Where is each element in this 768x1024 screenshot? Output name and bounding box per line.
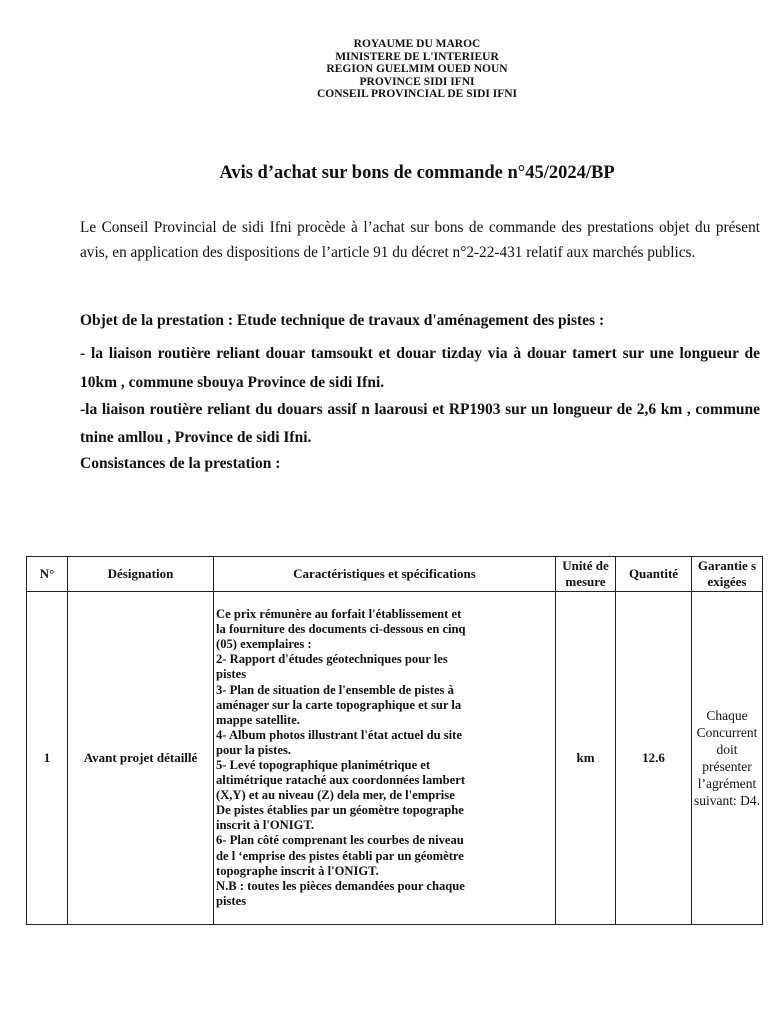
header-quantity: Quantité	[616, 557, 692, 592]
header-num: N°	[27, 557, 68, 592]
header-designation: Désignation	[68, 557, 214, 592]
route-item-2: -la liaison routière reliant du douars assif n laarousi et RP1903 sur un longueur de 2,6 km , commune tnine amllou , Province de sidi Ifni.	[80, 401, 760, 446]
row-num: 1	[27, 592, 68, 925]
row-specs	[214, 592, 556, 925]
row-designation: Avant projet détaillé	[68, 592, 214, 925]
spec-line: pistes	[216, 667, 247, 682]
spec-line: N.B : toutes les pièces demandées pour chaque	[216, 878, 465, 893]
spec-line: pistes	[216, 893, 247, 908]
consistances-heading: Consistances de la prestation :	[80, 455, 281, 472]
header-line: ROYAUME DU MAROC	[353, 38, 481, 50]
spec-line: 2- Rapport d'études géotechniques pour les	[216, 652, 448, 667]
header-line: REGION GUELMIM OUED NOUN	[326, 63, 508, 76]
spec-line: De pistes établies par un géomètre topographe	[216, 803, 464, 818]
table-row	[27, 592, 763, 925]
spec-line: (05) exemplaires :	[216, 637, 312, 652]
spec-line: altimétrique rataché aux coordonnées lambert	[216, 773, 466, 788]
spec-line: 5- Levé topographique planimétrique et	[216, 758, 431, 772]
spec-line: 6- Plan côté comprenant les courbes de niveau	[216, 833, 464, 848]
header-line: CONSEIL PROVINCIAL DE SIDI IFNI	[316, 88, 518, 101]
spec-line: topographe inscrit à l'ONIGT.	[216, 863, 379, 878]
spec-line: de l ‘emprise des pistes établi par un géomètre	[216, 848, 464, 863]
row-unit: km	[556, 592, 616, 925]
spec-line: 3- Plan de situation de l'ensemble de pistes à	[216, 682, 454, 697]
spec-line: (X,Y) et au niveau (Z) dela mer, de l'emprise	[216, 788, 455, 803]
route-item-1: - la liaison routière reliant douar tamsoukt et douar tizday via à douar tamert sur une longueur de 10km , commune sbouya Province de sidi Ifni.	[80, 345, 760, 391]
table-header-row	[27, 557, 763, 592]
spec-line: la fourniture des documents ci-dessous en cinq	[216, 622, 466, 637]
letterhead	[0, 38, 768, 101]
spec-line: aménager sur la carte topographique et sur la	[216, 697, 462, 712]
spec-line: 4- Album photos illustrant l'état actuel du site	[216, 727, 462, 742]
spec-line: Ce prix rémunère au forfait l'établissement et	[216, 607, 462, 622]
row-guarantee: Chaque Concurrent doit présenter l’agrément suivant: D4.	[692, 592, 763, 925]
document-title: Avis d’achat sur bons de commande n°45/2024/BP	[219, 163, 615, 183]
intro-paragraph: Le Conseil Provincial de sidi Ifni procède à l’achat sur bons de commande des prestations objet du présent avis, en application des dispositions de l’article 91 du décret n°2-22-431 relatif aux marchés publics.	[80, 219, 760, 261]
specifications-table	[26, 556, 763, 925]
spec-line: pour la pistes.	[216, 742, 291, 757]
header-guarantee: Garantie s exigées	[692, 557, 763, 592]
spec-line: inscrit à l'ONIGT.	[216, 818, 315, 833]
header-unit: Unité de mesure	[556, 557, 616, 592]
row-quantity: 12.6	[616, 592, 692, 925]
spec-line: mappe satellite.	[216, 712, 300, 727]
objet-heading: Objet de la prestation : Etude technique de travaux d'aménagement des pistes :	[80, 312, 605, 329]
header-specs: Caractéristiques et spécifications	[214, 557, 556, 592]
header-line: MINISTERE DE L'INTERIEUR	[335, 50, 499, 63]
header-line: PROVINCE SIDI IFNI	[359, 75, 475, 88]
